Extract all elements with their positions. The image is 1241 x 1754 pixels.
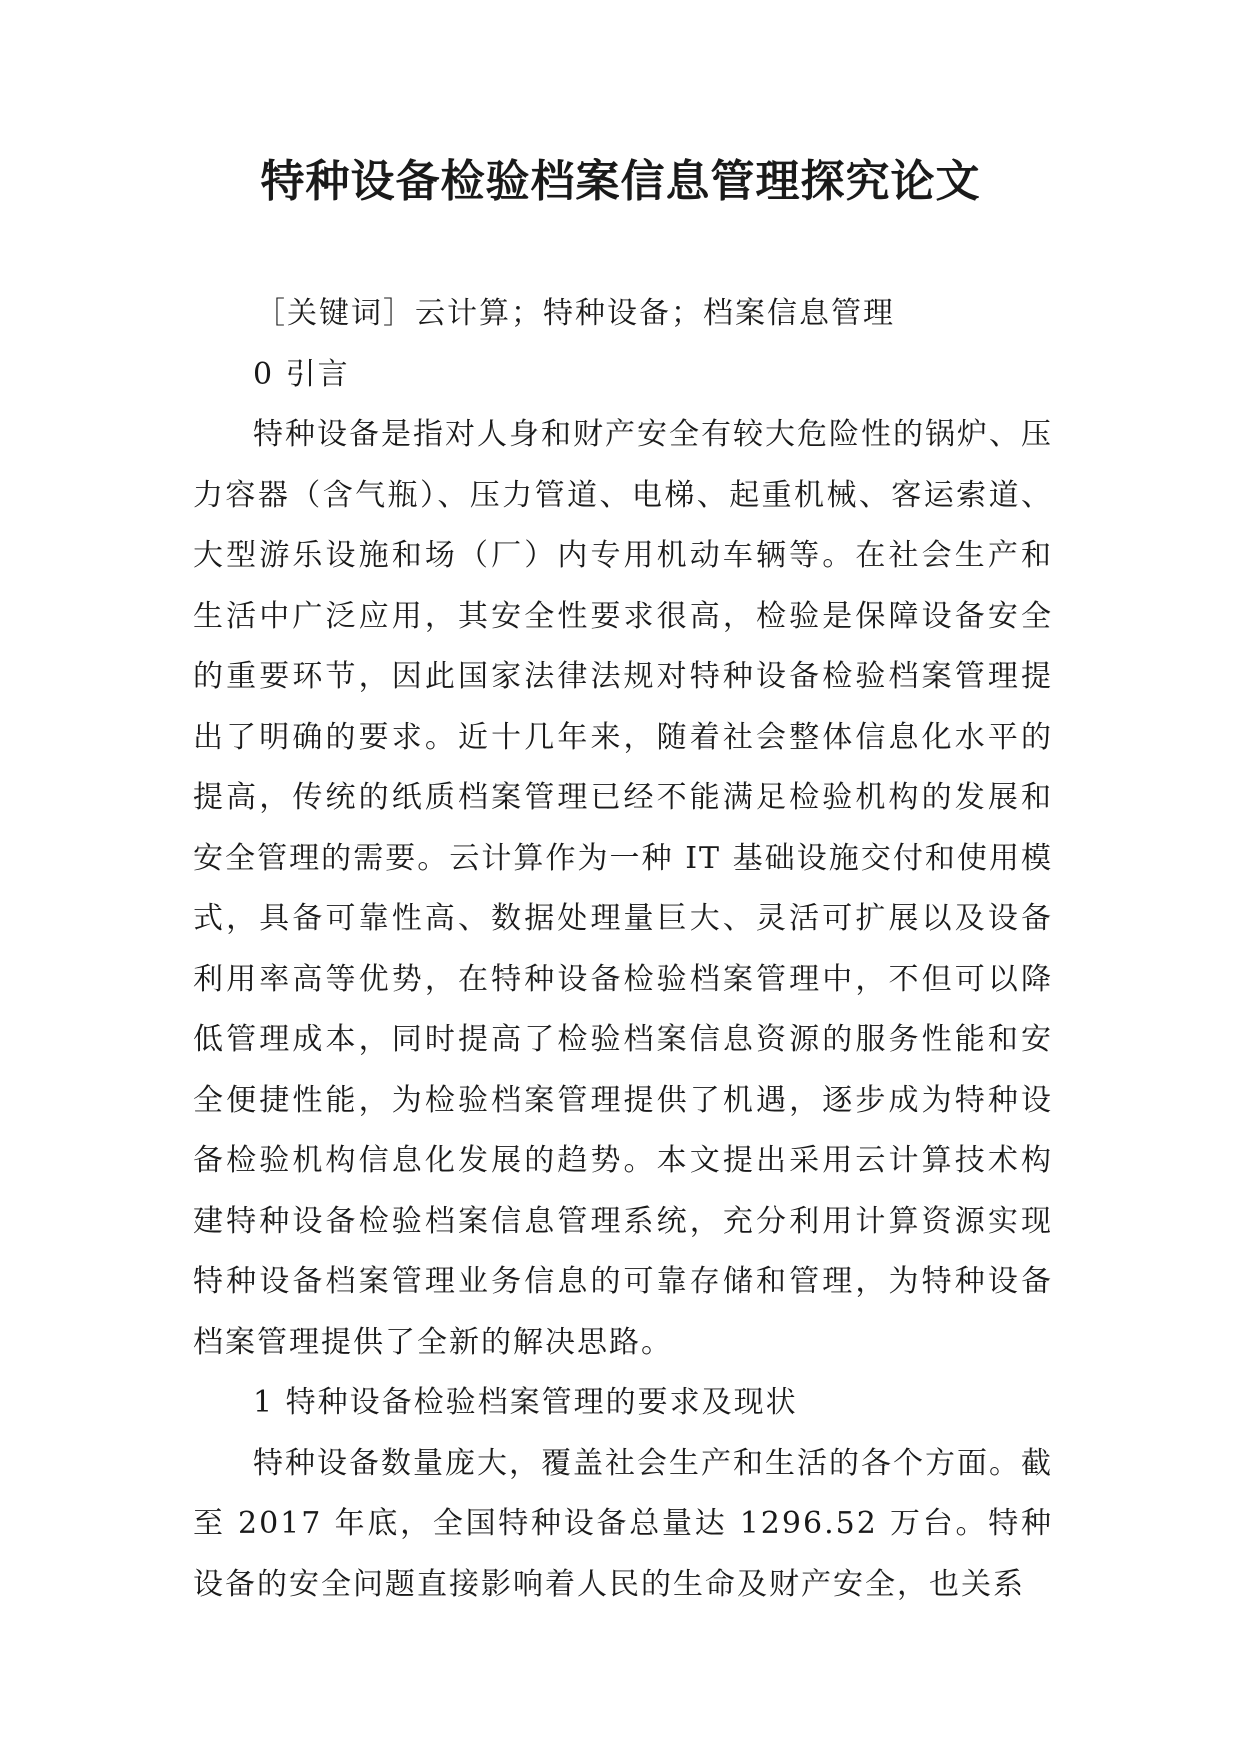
section-heading-introduction: 0 引言 [253,356,350,392]
document-title: 特种设备检验档案信息管理探究论文 [260,156,981,207]
section-heading-requirements: 1 特种设备检验档案管理的要求及现状 [253,1385,798,1420]
paragraph-introduction: 特种设备是指对人身和财产安全有较大危险性的锅炉、压力容器（含气瓶）、压力管道、电梯、起重机械、客运索道、大型游乐设施和场（厂）内专用机动车辆等。在社会生产和生活中广泛应用，其安全性要求很高，检验是保障设备安全的重要环节，因此国家法律法规对特种设备检验档案管理提出了明确的要求。近十几年来，随着社会整体信息化水平的提高，传统的纸质档案管理已经不能满足检验机构的发展和安全管理的需要。云计算作为一种 IT 基础设施交付和使用模式，具备可靠性高、数据处理量巨大、灵活可扩展以及设备利用率高等优势，在特种设备检验档案管理中，不但可以降低管理成本，同时提高了检验档案信息资源的服务性能和安全便捷性能，为检验档案管理提供了机遇，逐步成为特种设备检验机构信息化发展的趋势。本文提出采用云计算技术构建特种设备检验档案信息管理系统，充分利用计算资源实现特种设备档案管理业务信息的可靠存储和管理，为特种设备档案管理提供了全新的解决思路。 [193,417,1053,1360]
keywords-line: ［关键词］云计算；特种设备；档案信息管理 [255,296,895,331]
document-body [193,284,1053,1615]
paragraph-requirements: 特种设备数量庞大，覆盖社会生产和生活的各个方面。截至 2017 年底，全国特种设备总量达 1296.52 万台。特种设备的安全问题直接影响着人民的生命及财产安全，也关系 [193,1445,1053,1602]
